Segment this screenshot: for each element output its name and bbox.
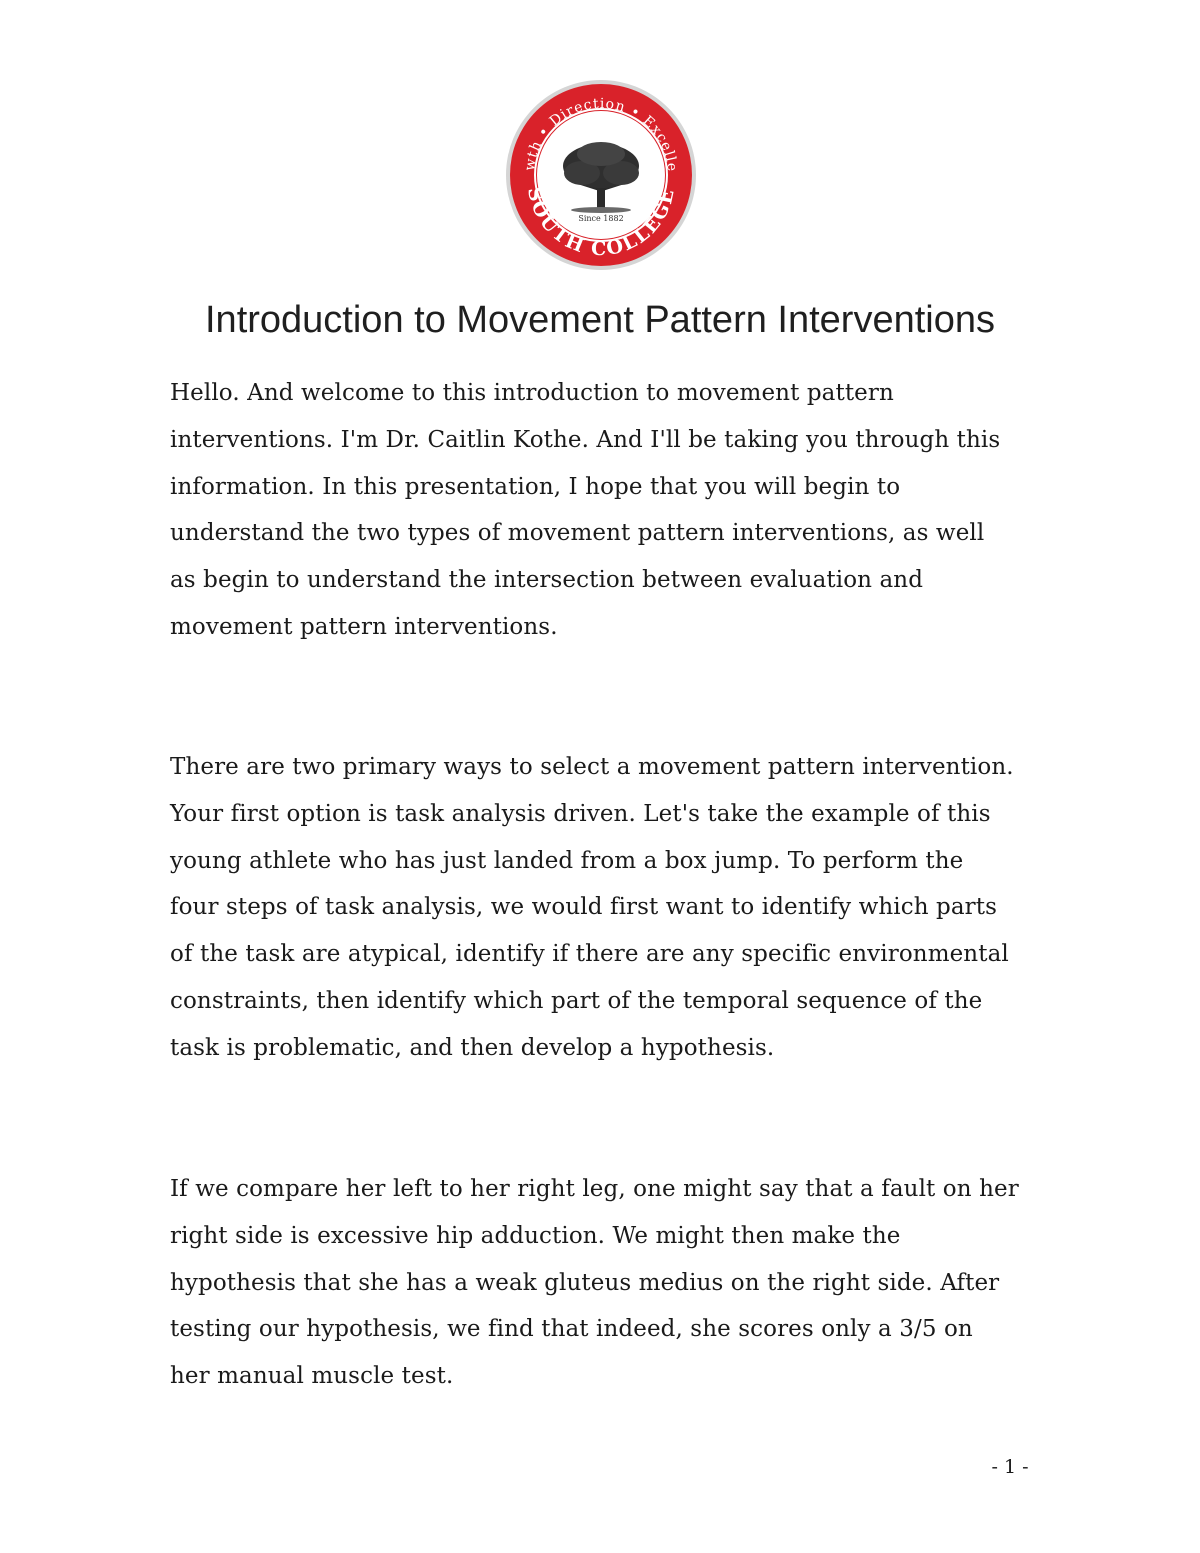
paragraph-task-analysis [170, 744, 1050, 1072]
seal-motto-text: wth • Direction • Excelle [521, 95, 681, 173]
paragraph-line: Hello. And welcome to this introduction to movement pattern [170, 380, 894, 406]
paragraph-line: information. In this presentation, I hope that you will begin to [170, 473, 901, 500]
paragraph-line: If we compare her left to her right leg, one might say that a fault on her [170, 1176, 1019, 1202]
south-college-seal-logo [504, 78, 698, 272]
paragraph-line: hypothesis that she has a weak gluteus medius on the right side. After [170, 1269, 1000, 1296]
seal-name-text: SOUTH COLLEGE [523, 185, 680, 261]
document-title: Introduction to Movement Pattern Interventions [205, 299, 995, 341]
paragraph-line: constraints, then identify which part of the temporal sequence of the [170, 987, 983, 1014]
paragraph-line: of the task are atypical, identify if there are any specific environmental [170, 941, 1009, 968]
paragraph-line: There are two primary ways to select a movement pattern intervention. [170, 754, 1014, 780]
paragraph-line: movement pattern interventions. [170, 613, 558, 640]
page-number: - 1 - [991, 1456, 1029, 1478]
paragraph-line: young athlete who has just landed from a box jump. To perform the [170, 847, 964, 874]
paragraph-line: testing our hypothesis, we find that indeed, she scores only a 3/5 on [170, 1316, 973, 1343]
seal-since-text: Since 1882 [578, 214, 624, 223]
paragraph-line: task is problematic, and then develop a hypothesis. [170, 1034, 775, 1061]
paragraph-introduction [170, 370, 1050, 651]
paragraph-line: interventions. I'm Dr. Caitlin Kothe. And I'll be taking you through this [170, 426, 1001, 453]
paragraph-line: as begin to understand the intersection between evaluation and [170, 567, 924, 594]
paragraph-line: understand the two types of movement pattern interventions, as well [170, 520, 985, 547]
paragraph-line: her manual muscle test. [170, 1363, 454, 1390]
paragraph-line: Your first option is task analysis driven. Let's take the example of this [170, 800, 991, 827]
paragraph-line: four steps of task analysis, we would first want to identify which parts [170, 894, 998, 921]
paragraph-line: right side is excessive hip adduction. We might then make the [170, 1222, 901, 1249]
seal-graphic [504, 78, 698, 272]
paragraph-hypothesis [170, 1166, 1050, 1400]
